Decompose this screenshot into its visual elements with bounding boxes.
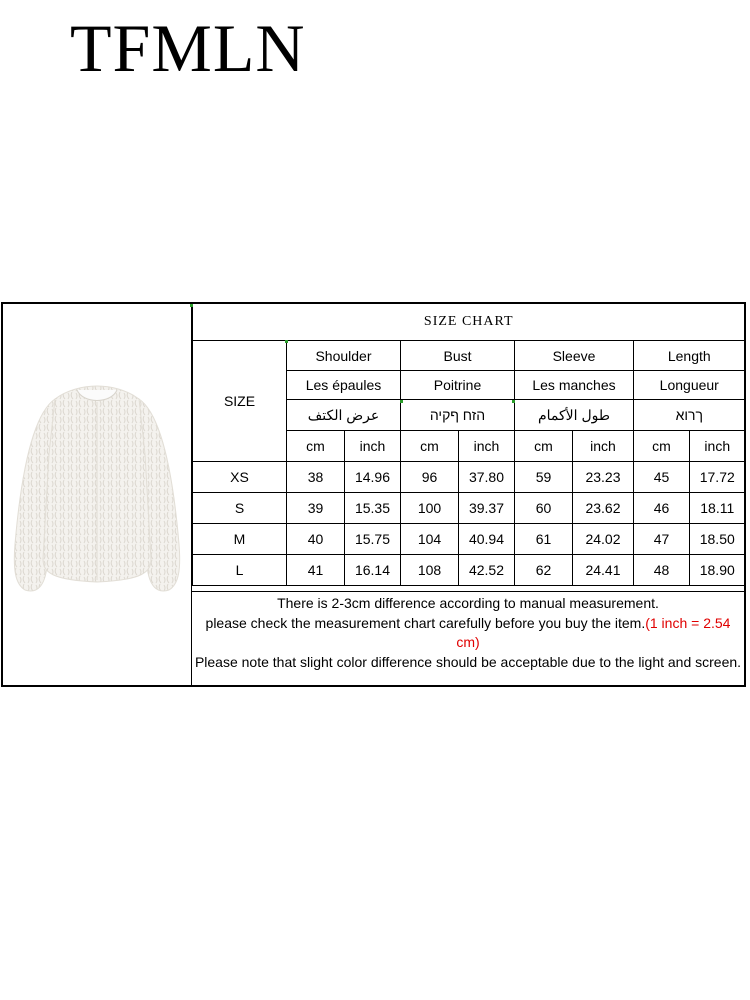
value-cell: 17.72 <box>690 462 745 493</box>
corner-marker <box>285 340 288 343</box>
col-sleeve-ar: طول الأكمام <box>515 400 634 431</box>
table-row <box>193 555 745 586</box>
corner-marker <box>512 400 515 403</box>
value-cell: 15.75 <box>345 524 401 555</box>
corner-marker <box>190 304 193 307</box>
value-cell: 14.96 <box>345 462 401 493</box>
col-sleeve-en: Sleeve <box>515 341 634 371</box>
chart-title: SIZE CHART <box>193 304 745 341</box>
value-cell: 100 <box>401 493 459 524</box>
table-row <box>193 462 745 493</box>
value-cell: 59 <box>515 462 573 493</box>
unit-inch: inch <box>459 431 515 462</box>
value-cell: 41 <box>287 555 345 586</box>
value-cell: 39 <box>287 493 345 524</box>
value-cell: 16.14 <box>345 555 401 586</box>
unit-inch: inch <box>345 431 401 462</box>
value-cell: 104 <box>401 524 459 555</box>
value-cell: 62 <box>515 555 573 586</box>
value-cell: 40 <box>287 524 345 555</box>
value-cell: 24.41 <box>573 555 634 586</box>
value-cell: 108 <box>401 555 459 586</box>
value-cell: 23.23 <box>573 462 634 493</box>
value-cell: 45 <box>634 462 690 493</box>
size-header: SIZE <box>193 341 287 462</box>
value-cell: 48 <box>634 555 690 586</box>
value-cell: 38 <box>287 462 345 493</box>
measurement-notes <box>192 591 744 685</box>
value-cell: 23.62 <box>573 493 634 524</box>
value-cell: 96 <box>401 462 459 493</box>
col-shoulder-en: Shoulder <box>287 341 401 371</box>
note-line-3: Please note that slight color difference should be acceptable due to the light and screen. <box>194 653 742 670</box>
unit-inch: inch <box>690 431 745 462</box>
table-row <box>193 493 745 524</box>
unit-cm: cm <box>515 431 573 462</box>
size-chart <box>1 302 746 687</box>
note-line-1: There is 2-3cm difference according to manual measurement. <box>277 595 659 611</box>
col-bust-he: הזח ףקיה <box>401 400 515 431</box>
col-length-en: Length <box>634 341 745 371</box>
size-cell: L <box>193 555 287 586</box>
brand-logo: TFMLN <box>70 10 306 86</box>
product-image <box>3 304 192 685</box>
unit-cm: cm <box>634 431 690 462</box>
value-cell: 37.80 <box>459 462 515 493</box>
unit-cm: cm <box>401 431 459 462</box>
value-cell: 40.94 <box>459 524 515 555</box>
value-cell: 60 <box>515 493 573 524</box>
col-sleeve-fr: Les manches <box>515 371 634 400</box>
col-length-fr: Longueur <box>634 371 745 400</box>
value-cell: 18.50 <box>690 524 745 555</box>
value-cell: 39.37 <box>459 493 515 524</box>
col-bust-en: Bust <box>401 341 515 371</box>
size-cell: XS <box>193 462 287 493</box>
value-cell: 15.35 <box>345 493 401 524</box>
value-cell: 46 <box>634 493 690 524</box>
col-shoulder-fr: Les épaules <box>287 371 401 400</box>
value-cell: 42.52 <box>459 555 515 586</box>
unit-inch: inch <box>573 431 634 462</box>
size-cell: M <box>193 524 287 555</box>
note-line-2-text: please check the measurement chart carefully before you buy the item. <box>205 614 646 631</box>
table-row <box>193 524 745 555</box>
size-cell: S <box>193 493 287 524</box>
value-cell: 61 <box>515 524 573 555</box>
unit-cm: cm <box>287 431 345 462</box>
note-line-2 <box>192 614 744 653</box>
value-cell: 18.90 <box>690 555 745 586</box>
inch-conversion-note: (1 inch = 2.54 cm) <box>456 614 731 650</box>
value-cell: 47 <box>634 524 690 555</box>
col-bust-fr: Poitrine <box>401 371 515 400</box>
white-fringe-cardigan-illustration <box>3 304 191 685</box>
corner-marker <box>400 400 403 403</box>
value-cell: 24.02 <box>573 524 634 555</box>
col-length-he: ךרוא <box>634 400 745 431</box>
col-shoulder-ar: عرض الكتف <box>287 400 401 431</box>
size-table <box>192 304 745 586</box>
value-cell: 18.11 <box>690 493 745 524</box>
